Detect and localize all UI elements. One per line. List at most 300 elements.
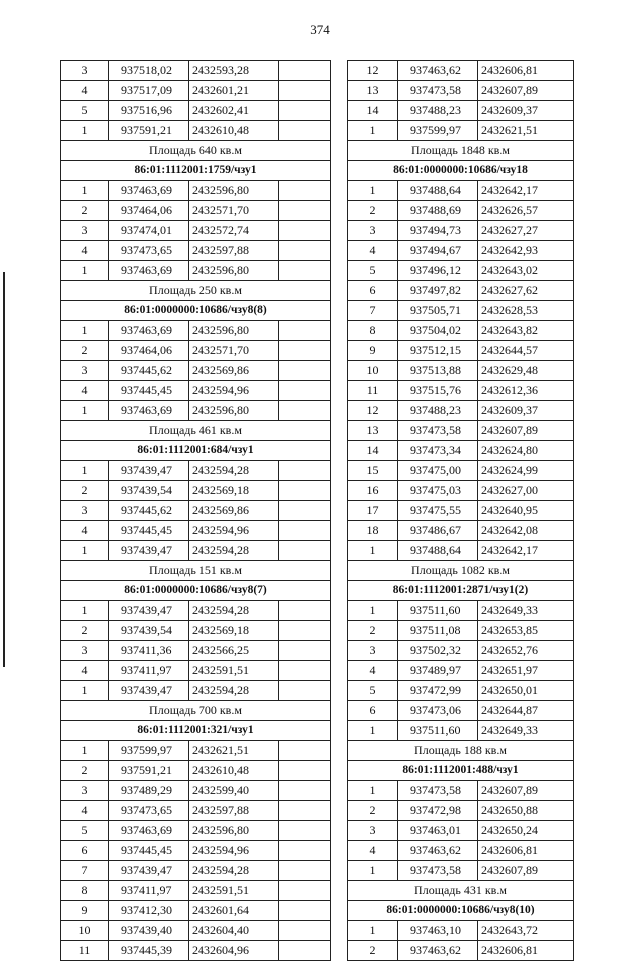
point-row [61, 661, 331, 681]
x-coordinate: 937473,65 [109, 801, 189, 821]
parcel-number: 86:01:1112001:321/чзу1 [61, 721, 331, 741]
x-coordinate: 937439,47 [109, 681, 189, 701]
coordinates-table-left [60, 60, 331, 961]
point-number: 14 [348, 101, 398, 121]
y-coordinate: 2432607,89 [478, 861, 574, 881]
point-row [61, 941, 331, 961]
area-label: Площадь 640 кв.м [61, 141, 331, 161]
x-coordinate: 937488,23 [398, 401, 478, 421]
y-coordinate: 2432604,40 [189, 921, 279, 941]
empty-cell [279, 761, 331, 781]
point-row [348, 201, 574, 221]
y-coordinate: 2432606,81 [478, 941, 574, 961]
parcel-row [61, 441, 331, 461]
y-coordinate: 2432591,51 [189, 881, 279, 901]
x-coordinate: 937463,69 [109, 321, 189, 341]
parcel-number: 86:01:1112001:2871/чзу1(2) [348, 581, 574, 601]
empty-cell [279, 521, 331, 541]
point-number: 4 [61, 241, 109, 261]
y-coordinate: 2432601,64 [189, 901, 279, 921]
point-number: 5 [348, 261, 398, 281]
x-coordinate: 937497,82 [398, 281, 478, 301]
area-label: Площадь 188 кв.м [348, 741, 574, 761]
point-number: 8 [348, 321, 398, 341]
x-coordinate: 937488,64 [398, 181, 478, 201]
empty-cell [279, 321, 331, 341]
x-coordinate: 937463,62 [398, 841, 478, 861]
y-coordinate: 2432652,76 [478, 641, 574, 661]
empty-cell [279, 781, 331, 801]
y-coordinate: 2432569,18 [189, 621, 279, 641]
empty-cell [279, 121, 331, 141]
x-coordinate: 937591,21 [109, 121, 189, 141]
x-coordinate: 937412,30 [109, 901, 189, 921]
x-coordinate: 937473,34 [398, 441, 478, 461]
y-coordinate: 2432627,00 [478, 481, 574, 501]
parcel-row [348, 161, 574, 181]
parcel-row [348, 581, 574, 601]
x-coordinate: 937473,58 [398, 861, 478, 881]
x-coordinate: 937445,62 [109, 361, 189, 381]
empty-cell [279, 261, 331, 281]
point-number: 9 [348, 341, 398, 361]
page-number: 374 [310, 22, 330, 37]
area-row [61, 421, 331, 441]
x-coordinate: 937473,65 [109, 241, 189, 261]
x-coordinate: 937475,00 [398, 461, 478, 481]
empty-cell [279, 81, 331, 101]
point-number: 1 [61, 461, 109, 481]
y-coordinate: 2432649,33 [478, 601, 574, 621]
point-number: 1 [61, 181, 109, 201]
x-coordinate: 937445,62 [109, 501, 189, 521]
y-coordinate: 2432596,80 [189, 401, 279, 421]
point-number: 3 [348, 221, 398, 241]
empty-cell [279, 941, 331, 961]
empty-cell [279, 881, 331, 901]
point-row [61, 361, 331, 381]
x-coordinate: 937473,58 [398, 781, 478, 801]
empty-cell [279, 61, 331, 81]
point-number: 6 [348, 281, 398, 301]
empty-cell [279, 821, 331, 841]
y-coordinate: 2432591,51 [189, 661, 279, 681]
point-row [61, 901, 331, 921]
point-number: 1 [61, 741, 109, 761]
area-label: Площадь 461 кв.м [61, 421, 331, 441]
point-number: 1 [61, 261, 109, 281]
y-coordinate: 2432599,40 [189, 781, 279, 801]
point-number: 16 [348, 481, 398, 501]
empty-cell [279, 741, 331, 761]
point-row [61, 181, 331, 201]
y-coordinate: 2432597,88 [189, 801, 279, 821]
area-row [348, 881, 574, 901]
x-coordinate: 937599,97 [398, 121, 478, 141]
point-number: 7 [348, 301, 398, 321]
point-number: 1 [61, 121, 109, 141]
empty-cell [279, 221, 331, 241]
point-number: 18 [348, 521, 398, 541]
x-coordinate: 937439,54 [109, 481, 189, 501]
point-row [61, 321, 331, 341]
point-number: 1 [61, 321, 109, 341]
point-number: 1 [348, 121, 398, 141]
parcel-row [348, 761, 574, 781]
point-number: 8 [61, 881, 109, 901]
y-coordinate: 2432594,28 [189, 601, 279, 621]
y-coordinate: 2432651,97 [478, 661, 574, 681]
area-label: Площадь 431 кв.м [348, 881, 574, 901]
point-row [61, 781, 331, 801]
area-label: Площадь 151 кв.м [61, 561, 331, 581]
point-number: 1 [61, 601, 109, 621]
empty-cell [279, 661, 331, 681]
area-row [348, 741, 574, 761]
point-row [348, 541, 574, 561]
point-number: 5 [348, 681, 398, 701]
point-row [348, 521, 574, 541]
point-row [348, 261, 574, 281]
point-row [348, 861, 574, 881]
point-number: 2 [61, 761, 109, 781]
x-coordinate: 937464,06 [109, 341, 189, 361]
point-row [348, 481, 574, 501]
y-coordinate: 2432597,88 [189, 241, 279, 261]
y-coordinate: 2432596,80 [189, 821, 279, 841]
x-coordinate: 937474,01 [109, 221, 189, 241]
x-coordinate: 937411,97 [109, 661, 189, 681]
point-row [61, 221, 331, 241]
empty-cell [279, 921, 331, 941]
point-number: 1 [61, 541, 109, 561]
point-row [348, 781, 574, 801]
point-row [348, 501, 574, 521]
x-coordinate: 937411,36 [109, 641, 189, 661]
y-coordinate: 2432604,96 [189, 941, 279, 961]
y-coordinate: 2432594,28 [189, 681, 279, 701]
x-coordinate: 937473,06 [398, 701, 478, 721]
area-label: Площадь 1082 кв.м [348, 561, 574, 581]
point-number: 1 [348, 861, 398, 881]
x-coordinate: 937472,98 [398, 801, 478, 821]
empty-cell [279, 481, 331, 501]
y-coordinate: 2432607,89 [478, 781, 574, 801]
point-number: 1 [348, 541, 398, 561]
y-coordinate: 2432626,57 [478, 201, 574, 221]
point-number: 5 [61, 821, 109, 841]
empty-cell [279, 861, 331, 881]
y-coordinate: 2432610,48 [189, 761, 279, 781]
empty-cell [279, 601, 331, 621]
y-coordinate: 2432606,81 [478, 841, 574, 861]
y-coordinate: 2432593,28 [189, 61, 279, 81]
area-row [348, 141, 574, 161]
point-row [348, 421, 574, 441]
point-number: 4 [61, 801, 109, 821]
y-coordinate: 2432628,53 [478, 301, 574, 321]
y-coordinate: 2432566,25 [189, 641, 279, 661]
point-number: 3 [61, 221, 109, 241]
point-row [61, 681, 331, 701]
x-coordinate: 937463,69 [109, 181, 189, 201]
point-number: 13 [348, 81, 398, 101]
point-number: 3 [348, 641, 398, 661]
y-coordinate: 2432642,17 [478, 541, 574, 561]
point-row [348, 801, 574, 821]
y-coordinate: 2432607,89 [478, 421, 574, 441]
empty-cell [279, 361, 331, 381]
y-coordinate: 2432642,17 [478, 181, 574, 201]
point-number: 2 [348, 941, 398, 961]
x-coordinate: 937463,69 [109, 261, 189, 281]
y-coordinate: 2432624,99 [478, 461, 574, 481]
y-coordinate: 2432650,88 [478, 801, 574, 821]
point-number: 1 [348, 781, 398, 801]
point-row [348, 321, 574, 341]
x-coordinate: 937488,23 [398, 101, 478, 121]
point-row [348, 381, 574, 401]
point-number: 3 [61, 641, 109, 661]
empty-cell [279, 461, 331, 481]
point-number: 12 [348, 401, 398, 421]
point-number: 9 [61, 901, 109, 921]
y-coordinate: 2432569,86 [189, 501, 279, 521]
y-coordinate: 2432650,24 [478, 821, 574, 841]
area-label: Площадь 700 кв.м [61, 701, 331, 721]
x-coordinate: 937445,39 [109, 941, 189, 961]
point-row [348, 61, 574, 81]
point-row [61, 501, 331, 521]
point-number: 4 [348, 661, 398, 681]
y-coordinate: 2432653,85 [478, 621, 574, 641]
y-coordinate: 2432644,87 [478, 701, 574, 721]
x-coordinate: 937464,06 [109, 201, 189, 221]
y-coordinate: 2432601,21 [189, 81, 279, 101]
point-row [348, 841, 574, 861]
point-number: 6 [61, 841, 109, 861]
point-row [61, 741, 331, 761]
y-coordinate: 2432569,18 [189, 481, 279, 501]
y-coordinate: 2432624,80 [478, 441, 574, 461]
point-number: 6 [348, 701, 398, 721]
y-coordinate: 2432594,96 [189, 521, 279, 541]
y-coordinate: 2432610,48 [189, 121, 279, 141]
y-coordinate: 2432642,08 [478, 521, 574, 541]
point-row [348, 401, 574, 421]
point-number: 1 [61, 681, 109, 701]
point-number: 4 [61, 81, 109, 101]
parcel-number: 86:01:0000000:10686/чзу8(7) [61, 581, 331, 601]
area-label: Площадь 1848 кв.м [348, 141, 574, 161]
x-coordinate: 937512,15 [398, 341, 478, 361]
empty-cell [279, 381, 331, 401]
point-number: 11 [61, 941, 109, 961]
point-row [348, 361, 574, 381]
x-coordinate: 937488,69 [398, 201, 478, 221]
point-number: 10 [61, 921, 109, 941]
point-row [348, 121, 574, 141]
y-coordinate: 2432596,80 [189, 261, 279, 281]
x-coordinate: 937494,73 [398, 221, 478, 241]
x-coordinate: 937511,60 [398, 721, 478, 741]
y-coordinate: 2432571,70 [189, 201, 279, 221]
parcel-row [61, 721, 331, 741]
area-row [61, 281, 331, 301]
area-row [61, 561, 331, 581]
y-coordinate: 2432642,93 [478, 241, 574, 261]
x-coordinate: 937486,67 [398, 521, 478, 541]
y-coordinate: 2432627,27 [478, 221, 574, 241]
x-coordinate: 937504,02 [398, 321, 478, 341]
point-row [61, 241, 331, 261]
x-coordinate: 937473,58 [398, 421, 478, 441]
empty-cell [279, 681, 331, 701]
empty-cell [279, 341, 331, 361]
point-number: 1 [348, 921, 398, 941]
point-row [61, 461, 331, 481]
y-coordinate: 2432621,51 [189, 741, 279, 761]
point-number: 4 [61, 661, 109, 681]
x-coordinate: 937463,01 [398, 821, 478, 841]
point-number: 4 [61, 381, 109, 401]
point-row [348, 941, 574, 961]
parcel-number: 86:01:1112001:684/чзу1 [61, 441, 331, 461]
x-coordinate: 937463,10 [398, 921, 478, 941]
y-coordinate: 2432571,70 [189, 341, 279, 361]
x-coordinate: 937473,58 [398, 81, 478, 101]
x-coordinate: 937463,62 [398, 941, 478, 961]
y-coordinate: 2432596,80 [189, 321, 279, 341]
point-number: 4 [348, 841, 398, 861]
point-number: 11 [348, 381, 398, 401]
x-coordinate: 937513,88 [398, 361, 478, 381]
empty-cell [279, 541, 331, 561]
point-row [61, 401, 331, 421]
x-coordinate: 937496,12 [398, 261, 478, 281]
y-coordinate: 2432572,74 [189, 221, 279, 241]
area-label: Площадь 250 кв.м [61, 281, 331, 301]
empty-cell [279, 801, 331, 821]
parcel-number: 86:01:0000000:10686/чзу8(10) [348, 901, 574, 921]
x-coordinate: 937475,55 [398, 501, 478, 521]
empty-cell [279, 181, 331, 201]
point-number: 2 [61, 201, 109, 221]
y-coordinate: 2432602,41 [189, 101, 279, 121]
empty-cell [279, 201, 331, 221]
point-row [348, 701, 574, 721]
y-coordinate: 2432569,86 [189, 361, 279, 381]
x-coordinate: 937516,96 [109, 101, 189, 121]
point-row [61, 861, 331, 881]
point-number: 4 [61, 521, 109, 541]
x-coordinate: 937439,47 [109, 461, 189, 481]
point-number: 13 [348, 421, 398, 441]
y-coordinate: 2432606,81 [478, 61, 574, 81]
point-number: 2 [348, 801, 398, 821]
point-row [348, 281, 574, 301]
point-number: 17 [348, 501, 398, 521]
point-row [61, 621, 331, 641]
point-number: 1 [348, 601, 398, 621]
point-row [348, 821, 574, 841]
y-coordinate: 2432643,72 [478, 921, 574, 941]
y-coordinate: 2432612,36 [478, 381, 574, 401]
empty-cell [279, 501, 331, 521]
x-coordinate: 937439,47 [109, 601, 189, 621]
parcel-row [61, 301, 331, 321]
x-coordinate: 937475,03 [398, 481, 478, 501]
point-row [61, 881, 331, 901]
point-number: 3 [61, 781, 109, 801]
empty-cell [279, 641, 331, 661]
x-coordinate: 937599,97 [109, 741, 189, 761]
empty-cell [279, 101, 331, 121]
binding-margin-line [3, 272, 5, 667]
area-row [61, 701, 331, 721]
point-number: 2 [348, 621, 398, 641]
y-coordinate: 2432644,57 [478, 341, 574, 361]
point-row [61, 381, 331, 401]
point-number: 2 [61, 341, 109, 361]
point-row [61, 821, 331, 841]
x-coordinate: 937505,71 [398, 301, 478, 321]
point-row [61, 761, 331, 781]
point-number: 5 [61, 101, 109, 121]
x-coordinate: 937445,45 [109, 841, 189, 861]
x-coordinate: 937502,32 [398, 641, 478, 661]
x-coordinate: 937439,47 [109, 541, 189, 561]
x-coordinate: 937463,69 [109, 821, 189, 841]
point-number: 10 [348, 361, 398, 381]
point-number: 1 [61, 401, 109, 421]
x-coordinate: 937411,97 [109, 881, 189, 901]
y-coordinate: 2432594,96 [189, 841, 279, 861]
empty-cell [279, 241, 331, 261]
point-number: 1 [348, 721, 398, 741]
point-number: 12 [348, 61, 398, 81]
point-row [61, 841, 331, 861]
x-coordinate: 937439,47 [109, 861, 189, 881]
empty-cell [279, 901, 331, 921]
y-coordinate: 2432607,89 [478, 81, 574, 101]
x-coordinate: 937489,97 [398, 661, 478, 681]
parcel-number: 86:01:0000000:10686/чзу18 [348, 161, 574, 181]
x-coordinate: 937511,08 [398, 621, 478, 641]
point-number: 1 [348, 181, 398, 201]
point-number: 14 [348, 441, 398, 461]
point-row [348, 661, 574, 681]
point-row [61, 921, 331, 941]
point-row [61, 341, 331, 361]
point-number: 3 [61, 501, 109, 521]
y-coordinate: 2432609,37 [478, 101, 574, 121]
y-coordinate: 2432594,28 [189, 861, 279, 881]
point-row [348, 641, 574, 661]
y-coordinate: 2432596,80 [189, 181, 279, 201]
point-row [348, 221, 574, 241]
y-coordinate: 2432640,95 [478, 501, 574, 521]
point-number: 15 [348, 461, 398, 481]
point-row [348, 101, 574, 121]
empty-cell [279, 621, 331, 641]
y-coordinate: 2432643,82 [478, 321, 574, 341]
x-coordinate: 937489,29 [109, 781, 189, 801]
x-coordinate: 937472,99 [398, 681, 478, 701]
x-coordinate: 937463,62 [398, 61, 478, 81]
point-row [61, 641, 331, 661]
y-coordinate: 2432621,51 [478, 121, 574, 141]
